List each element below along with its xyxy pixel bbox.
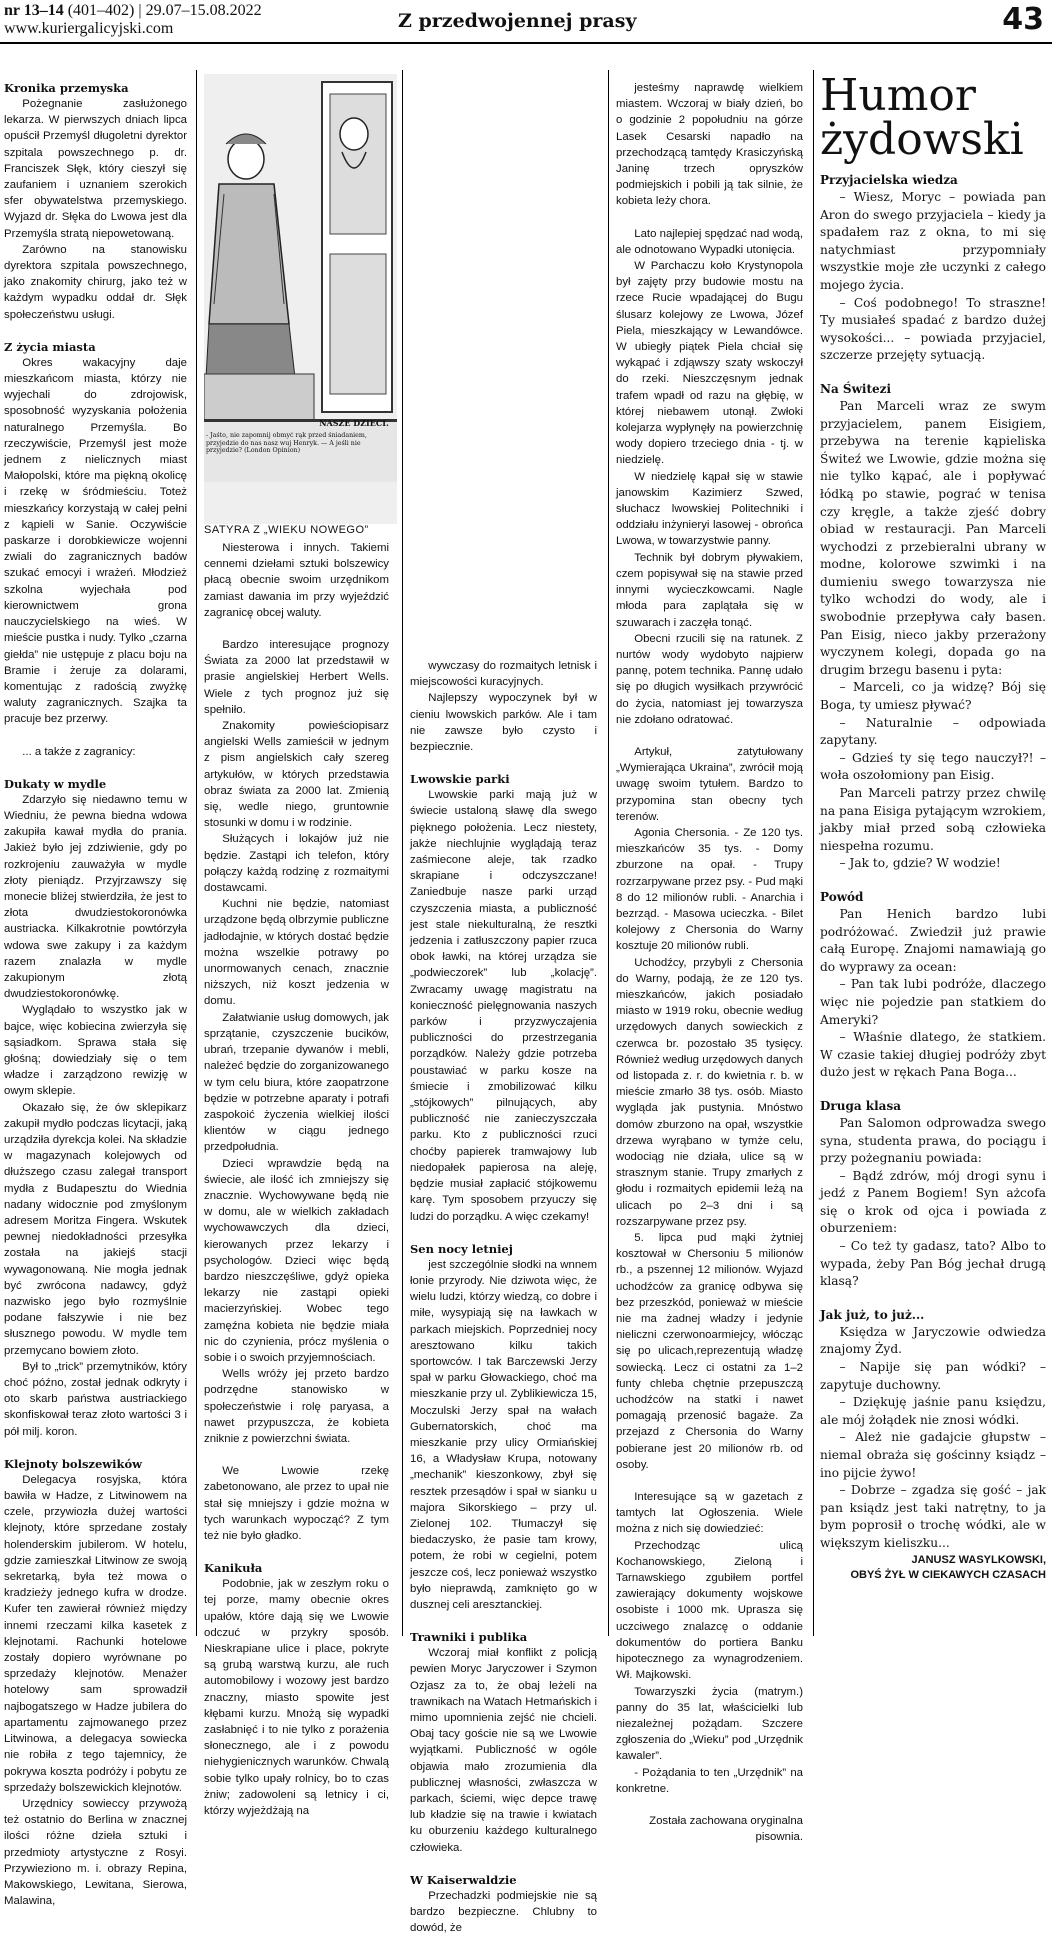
paragraph: Okazało się, że ów sklepikarz zakupił mydło podczas licytacji, jaką urządziła dyrekcja kolei. Na składzie w magazynach kolejowych od dłuższego czasu zalegał transport mydła z Budapesztu do Wiednia nadany widocznie pod zmyślonym adresem Moritza Fingera. Wskutek pewnej niedokładności przesyłka została na jakiejś stacji wywagonowaną. Nie mogła jednak być zwrócona nadawcy, gdyż nazwisko jego było rozmyślnie podane fałszywie i nie bez słusznego powodu. W mydle tem przemycano bowiem złoto.: [4, 1101, 187, 1357]
paragraph: Artykuł, zatytułowany „Wymierająca Ukraina”, zwrócił moją uwagę swoim tytułem. Bardzo to przypomina stan obecny tych terenów.: [616, 745, 803, 823]
illustration-drawing: [204, 74, 397, 524]
illustration-heading: NASZE DZIECI.: [319, 418, 389, 428]
paragraph: We Lwowie rzekę zabetonowano, ale przez to upał nie stał się mniejszy i gdzie można w tych warunkach wypocząć? Z tym też nie było gładko.: [204, 1465, 389, 1542]
heading-druga-klasa: Druga klasa: [820, 1098, 901, 1113]
paragraph: – Właśnie dlatego, że statkiem. W czasie takiej długiej podróży zbyt dużo jest w rękach Pana Boga...: [820, 1030, 1046, 1080]
illustration-caption-text: - Jaśto, nie zapomnij obmyć rąk przed śniadaniem, przyjedzie do nas nasz wuj Henryk. — A jeśli nie przyjedzie? (London Opinion): [206, 432, 367, 454]
paragraph: Zdarzyło się niedawno temu w Wiedniu, że pewna biedna wdowa zakupiła kawał mydła do prania. Jakież było jej zdziwienie, gdy po rozkrojeniu zauważyła w mydle złoty pieniądz. Przyjrzawszy się monecie bliżej stwierdziła, że jest to złota dwudziestokoronówka austriacka. Kilkakrotnie powtórzyła wdowa swe zakupy i za każdym razem znalazła w mydle zakupionym złotą dwudziestokoronówkę.: [4, 793, 187, 1001]
paragraph: jest szczególnie słodki na wnnem łonie przyrody. Nie dziwota więc, że wielu ludzi, którzy wiedzą, co dobre i miłe, wysypiają się na ławkach w parkach miejskich. Poprzedniej nocy aresztowano kilku takich sportowców. I tak Barczewski Jerzy spał w parku Głowackiego, choć ma mieszkanie przy ul. Zyblikiewicza 15, Moczulski Jerzy spał na wałach Gubernatorskich, choć ma mieszkanie przy ulicy Ormiańskiej 16, a Władysław Krupa, notowany „mechanik” kieszonkowy, zbył się resztek przesądów i spał w sianku u majora Sikorskiego – przy ul. Zielonej 102. Tłumaczył się biedaczysko, że pasie tam krowy, potem, że robi w cegielni, potem jeszcze coś, lecz ponieważ wszystko było nieprawdą, zamknięto go w dusznej celi aresztanckiej.: [410, 1258, 597, 1611]
column-4: [616, 80, 803, 1845]
paragraph: – Wiesz, Moryc – powiada pan Aron do swego przyjaciela – kiedy ja spadałem raz z okna, to mi się natychmiast przypomniały wszystkie moje złe uczynki z całego mojego życia.: [820, 190, 1046, 292]
site-url: www.kuriergalicyjski.com: [4, 20, 174, 37]
paragraph: Lato najlepiej spędzać nad wodą, ale odnotowano Wypadki utonięcia.: [616, 227, 803, 256]
issue-number: nr 13–14: [4, 2, 64, 19]
column-3: [410, 658, 597, 1936]
paragraph: Pan Salomon odprowadza swego syna, studenta prawa, do pociągu i przy pożegnaniu powiada:: [820, 1115, 1046, 1166]
paragraph: – Naturalnie – odpowiada zapytany.: [820, 715, 1046, 748]
paragraph: W Parchaczu koło Krystynopola był zajęty przy budowie mostu na rzece Rucie wpadającej do Bugu ślusarz kolejowy ze Lwowa, Józef Piela, mieszkający w Lewandówce. W ubiegły piątek Piela chciał się wykąpać i zdjąwszy szaty wskoczył do rzeki. Nieszczęsnym jednak trafem wpadł od razu na głębię, w której niebawem utonął. Zwłoki kolejarza wypłynęły na powierzchnię wody dopiero trzeciego dnia - tj. w niedzielę.: [616, 260, 803, 467]
heading-kaiserwald: W Kaiserwaldzie: [410, 1872, 517, 1887]
paragraph: - Pożądania to ten „Urzędnik” na konkretne.: [616, 1766, 803, 1795]
paragraph: – Ależ nie gadajcie głupstw – niemal obraża się gościnny ksiądz – ino pijcie żywo!: [820, 1430, 1046, 1480]
paragraph: Okres wakacyjny daje mieszkańcom miasta, którzy nie wyjechali do zdrojowisk, sposobność wyzyskania położenia naturalnego Przemyśla. Bo rzeczywiście, Przemyśl jest może jednem z nielicznych miast Małopolski, które ma piękną okolicę i rzekę w śródmieściu. Toteż mieszkańcy korzystają w całej pełni z kąpieli w Sanie. Oczywiście paskarze i dorobkiewicze wojenni zwiali do zagranicznych badów szukać emocyi i wrażeń. Młodzież szkolna wyjechała pod kierownictwem grona nauczycielskiego na wieś. W mieście pustka i nudy. Tylko „czarna giełda” nie ustępuje z placu boju na Bramie i żeruje za dolarami, komentując z radością zwyżkę waluty zagranicznych. Szajka ta pracuje bez przerwy.: [4, 356, 187, 726]
column-divider: [813, 70, 814, 1636]
paragraph: jesteśmy naprawdę wielkiem miastem. Wczoraj w biały dzień, bo o godzinie 2 popołudniu na górze Lasek Cesarski napadło na przechodzącą tamtędy Krasiczyńską Janinę trzech opryszków podmiejskich i pobili ją tak silnie, że kobieta leży chora.: [616, 82, 803, 208]
paragraph: – Gdzieś ty się tego nauczył?! – woła oszołomiony pan Eisig.: [820, 750, 1046, 783]
paragraph: wywczasy do rozmaitych letnisk i miejscowości kuracyjnych.: [410, 660, 597, 689]
paragraph: – Dziękuję jaśnie panu księdzu, ale mój żołądek nie znosi wódki.: [820, 1395, 1046, 1427]
paragraph: Pożegnanie zasłużonego lekarza. W pierwszych dniach lipca opuścił Przemyśl długoletni dyrektor szpitala powszechnego p. dr. Franciszek Słęk, który cieszył się zaufaniem i uznaniem szerokich sfer obywatelstwa przemyskiego. Wyjazd dr. Słęka do Lwowa jest dla Przemyśla stratą niepowetowaną.: [4, 98, 187, 240]
paragraph: Niesterowa i innych. Takiemi cennemi dziełami sztuki bolszewicy płacą obecnie swoim urzędnikom zamiast dawania im przy wyjeździć zagranicę obcej waluty.: [204, 542, 389, 619]
column-humor: [820, 72, 1046, 1583]
paragraph: – Co też ty gadasz, tato? Albo to wypada, żeby Pan Bóg jechał drugą klasą?: [820, 1239, 1046, 1289]
paragraph: – Marceli, co ja widzę? Bój się Boga, ty umiesz pływać?: [820, 680, 1046, 713]
paragraph: Urzędnicy sowieccy przywożą też ostatnio do Berlina w znacznej ilości różne dzieła sztuki i przedmioty artystyczne z Rosyi. Przywieziono m. i. obrazy Repina, Makowskiego, Lewitana, Sierowa, Malawina,: [4, 1797, 187, 1908]
heading-dukaty: Dukaty w mydle: [4, 776, 107, 791]
column-divider: [196, 70, 197, 1636]
paragraph: Obecni rzucili się na ratunek. Z nurtów wody wydobyto najpierw pannę, potem technika. Pannę udało się po długich wysiłkach przywrócić do życia, natomiast jej towarzysza nie zdołano odratować.: [616, 632, 803, 726]
paragraph: Wyglądało to wszystko jak w bajce, więc kobiecina zwierzyła się sąsiadkom. Sprawa stała się głośną; dowiedziały się o tem władze i zarządzono rewizję w owym sklepie.: [4, 1004, 187, 1098]
paragraph: – Napije się pan wódki? – zapytuje duchowny.: [820, 1360, 1046, 1392]
paragraph: Interesujące są w gazetach z tamtych lat Ogłoszenia. Wiele można z nich się dowiedzieć:: [616, 1491, 803, 1536]
paragraph: Technik był dobrym pływakiem, czem popisywał się na stawie przed innymi wycieczkowcami. Nagle młoda para zaplątała się w szuwarach i zaczęła tonąć.: [616, 551, 803, 629]
paragraph: Zarówno na stanowisku dyrektora szpitala powszechnego, jako znakomity chirurg, jako też w każdym wypadku oddał dr. Słęk społeczeństwu usługi.: [4, 243, 187, 321]
issue-info: [4, 2, 262, 38]
heading-switez: Na Świtezi: [820, 381, 892, 396]
author-credit: JANUSZ WASYLKOWSKI, OBYŚ ŻYŁ W CIEKAWYCH CZASACH: [850, 1553, 1046, 1581]
spelling-note: Została zachowana oryginalna pisownia.: [649, 1814, 803, 1844]
paragraph: ... a także z zagranicy:: [22, 745, 136, 758]
column-2: [204, 540, 389, 1819]
heading-lwowskie-parki: Lwowskie parki: [410, 772, 510, 787]
paragraph: Służących i lokajów już nie będzie. Zastąpi ich telefon, który połączy każdą rodzinę z rozmaitymi dostawcami.: [204, 833, 389, 895]
paragraph: Przechadzki podmiejskie nie są bardzo bezpieczne. Chlubny to dowód, że: [410, 1889, 597, 1935]
paragraph: – Jak to, gdzie? W wodzie!: [839, 856, 1001, 871]
paragraph: Załatwianie usług domowych, jak sprzątanie, czyszczenie bucików, ubrań, trzepanie dywanów i mebli, należeć będzie do zorganizowanego w tym celu biura, które zaopatrzone będzie w potrzebne aparaty i potrafi zaspokoić życzenia wielkiej ilości klientów w ciągu jednego przedpołudnia.: [204, 1011, 389, 1154]
paragraph: – Bądź zdrów, mój drogi synu i jedź z Panem Bogiem! Syn ażcofa się o krok od ojca i powiada z oburzeniem:: [820, 1168, 1046, 1236]
column-1: [4, 80, 187, 1909]
paragraph: Kuchni nie będzie, natomiast urządzone będą olbrzymie publiczne jadłodajnie, w których dostać będzie można wszelkie potrawy po unormowanych cenach, znacznie niższych, niż koszt jedzenia w domu.: [204, 898, 389, 1008]
issue-dates: (401–402) | 29.07–15.08.2022: [67, 2, 262, 19]
paragraph: Wczoraj miał konflikt z policją pewien Moryc Jaryczower i Szymon Ozjasz za to, że obaj leżeli na trawnikach na Watach Hetmańskich i mimo upomnienia zejść nie chcieli. Obaj tacy goście nie są we Lwowie wyjątkami. Publiczność w ogóle objawia mało zrozumienia dla publicznej własności, zwłaszcza w parkach, ściemi, więc depce trawę lub kładzie się na trawie i kwiatach ku oburzeniu każdego kulturalnego człowieka.: [410, 1647, 597, 1854]
header-rule: [0, 42, 1052, 44]
paragraph: Bardzo interesujące prognozy Świata za 2000 lat przedstawił w prasie angielskiej Herbert Wells. Wiele z tych prognoz już się spełniło.: [204, 639, 389, 716]
paragraph: Lwowskie parki mają już w świecie ustaloną sławę dla swego pięknego położenia. Lecz niestety, jakże niechlujnie wyglądają teraz zaśmiecone aleje, tak rzadko skrapiane i odczyszczane! Zaniedbuje naszе parki urząd czyszczenia miasta, a publiczność jest stale niekulturalną, że resztki jedzenia i zatłuszczony papier rzuca obok ławki, na której urządza sie „podwieczorek” lub „kolację”. Zwracamy uwagę magistratu na konieczność pielęgnowania naszych parków i przyzwyczajenia publiczności do przestrzegania porządków. Należy gdzie potrzeba poustawiać w parku kosze na śmiecie i zmobilizować kilku „stójkowych” pilnujących, aby publiczność nie zanieczyszczała parku. Kto z publiczności rzuci choćby papierek tramwajowy lub niedopałek papierosa na aleję, będzie musiał zapłacić stójkowemu karę. Tym sposobem przyuczy się ludzi do porządku. A więc czekamy!: [410, 789, 597, 1223]
paragraph: W niedzielę kąpał się w stawie janowskim Kazimierz Szwed, słuchacz lwowskiej Politechniki i oddziału inżynieryi lasowej - obrońca Lwowa, w towarzystwie panny.: [616, 470, 803, 548]
paragraph: Delegacya rosyjska, która bawiła w Hadze, z Litwinowem na czele, przywiozła dużej wartości klejnoty, które sprzedane zostały holenderskim jubilerom. W hotelu, gdzie zamieszkał Litwinow ze swoją sekretarką, była też mowa o kradzieży jednego kufra w drodze. Kufer ten zawierał również między innemi rzeczami kilka kasetek z klejnotami. Rachunki hotelowe zostały dopiero wyrównane po sprzedaży klejnotów. Menażer hotelowy sam sprowadził najbogatszego w Hadze jubilera do apartamentu zajmowanego przez Litwinowa, a delegacya sowiecka nie robiła z tego tajemnicy, że pokrywa koszta podróży i pobytu ze sprzedaży bolszewickich klejnotów.: [4, 1473, 187, 1794]
column-divider: [402, 70, 403, 1636]
paragraph: Towarzyszki życia (matrym.) panny do 35 lat, właścicielki lub niezależnej pożądam. Szczere zgłoszenia do „Wieku” pod „Urzędnik kawaler”.: [616, 1685, 803, 1763]
paragraph: 5. lipca pud mąki żytniej kosztował w Chersoniu 5 milionów rb., a pszennej 12 milionów. Wyjazd uchodźców za granicę odbywa się bez przeszkód, ponieważ w mieście nie ma żadnej władzy i jedynie nieliczni czerwonoarmiejcy, włócząc się po ulicach,reprezentują władzę sowiecką. Lecz ci ostatni za 1–2 funty chleba chętnie przepuszczą uchodźców na statki i nawet pomagają przenosić bagaże. Za przejazd z Chersonia do Warny pobierane jest 20 milionów rb. od osoby.: [616, 1232, 803, 1471]
paragraph: – Pan tak lubi podróże, dlaczego więc nie pojedzie pan statkiem do Ameryki?: [820, 977, 1046, 1027]
heading-powod: Powód: [820, 889, 864, 904]
heading-kronika: Kronika przemyska: [4, 81, 129, 95]
paragraph: Przechodząc ulicą Kochanowskiego, Zieloną i Tarnawskiego zgubiłem portfel zawierający dokumenty wojskowe osobiste i 1000 mk. Uprasza się uczciwego znalazcę o oddanie dokumentów do portiera Banku hipotecznego za wynagrodzeniem. Wł. Majkowski.: [616, 1539, 803, 1682]
heading-jak-juz: Jak już, to już...: [820, 1307, 925, 1322]
page-number: 43: [1002, 2, 1044, 37]
heading-przyjacielska: Przyjacielska wiedza: [820, 173, 958, 187]
paragraph: Pan Marceli wraz ze swym przyjacielem, panem Eisigiem, przebywa na terenie kąpieliska Świteź we Lwowie, gdzie można się nie tylko kąpać, ale i popływać łódką po stawie, pograć w tenisa czy kręgle, a także zjeść dobry obiad w restauracji. Pan Marceli wychodzi z przebieralni ubrany w modne, kolorowe szwimki i na dumieniu swego towarzysza nie tylko wchodzi do wody, ale i swobodnie przepływa cały basen. Pan Eisig, nieco jakby przerażony wyczynem kolegi, dopada go na drugim brzegu basenu i pyta:: [820, 398, 1046, 677]
paragraph: Był to „trick” przemytników, który choć późno, został jednak odkryty i oto skarb państwa austriackiego skonfiskował teraz złoto wartości 3 i pół milj. koron.: [4, 1360, 187, 1438]
column-divider: [608, 70, 609, 1636]
paragraph: Uchodźcy, przybyli z Chersonia do Warny, podają, że ze 120 tys. mieszkańców, jakich posiadało miasto w 1919 roku, obecnie według urzędowych danych sowieckich z czerwca br. pozostało 35 tysięcy. Również według urzędowych danych od listopada z. r. do kwietnia r. b. w mieście zmarło 38 tys. osób. Miasto wygląda jak pustynia. Mnóstwo domów zburzono na opał, wszystkie drzewa wyrąbano w tymże celu, wodociąg nie działa, ulice są w strasznym stanie. Trupy zmarłych z głodu i rozmaitych epidemii leżą na ulicach po 2–3 dni i są rozszarpywane przez psy.: [616, 956, 803, 1228]
humor-title: Humor żydowski: [820, 70, 1024, 165]
heading-sen-nocy: Sen nocy letniej: [410, 1241, 513, 1256]
page-header: [0, 0, 1052, 44]
paragraph: – Dobrze – zgadza się gość – jak pan ksiądz jest taki natrętny, to ja bym poprosił o trochę wódki, ale w większym kieliszku...: [820, 1483, 1046, 1550]
paragraph: Wells wróży jej przeto bardzo podrzędne stanowisko w społeczeństwie i rolę paryasa, a nawet przypuszcza, że kobieta zniknie z powierzchni świata.: [204, 1368, 389, 1445]
paragraph: Pan Henich bardzo lubi podróżować. Zwiedził już prawie całą Europę. Znajomi namawiają go do wyprawy za ocean:: [820, 906, 1046, 974]
heading-trawniki: Trawniki i publika: [410, 1630, 528, 1645]
paragraph: Podobnie, jak w zeszłym roku o tej porze, mamy obecnie okres upałów, które dają się we Lwowie odczuć w przykry sposób. Nieskrapiane ulice i place, pokryte są grubą warstwą kurzu, ale ruch automobilowy i wozowy jest bardzo znaczny, miasto spowite jest kłębami kurzu. Mnożą się wypadki zasłabnięć i to nie tylko z porażenia słonecznego, ale i z powodu niehygienicznych warunków. Chwalą sobie tylko upały rolnicy, bo to czas żniw; zadowoleni są letnicy i ci, którzy wyjeżdżają na: [204, 1578, 389, 1818]
paragraph: Księdza w Jaryczowie odwiedza znajomy Żyd.: [820, 1324, 1046, 1357]
paragraph: – Coś podobnego! To straszne! Ty musiałeś spadać z bardzo dużej wysokości... – powiada przyjaciel, szczerze przejęty sytuacją.: [820, 295, 1046, 363]
paragraph: Najlepszy wypoczynek był w cieniu lwowskich parków. Ale i tam nie zawsze było czysto i bezpiecznie.: [410, 692, 597, 754]
satire-illustration: [204, 74, 397, 524]
heading-kanikula: Kanikuła: [204, 1561, 263, 1576]
paragraph: Pan Marceli patrzy przez chwilę na pana Eisiga pytającym wzrokiem, jakby miał przed sobą człowieka niespełna rozumu.: [820, 786, 1046, 853]
heading-klejnoty: Klejnoty bolszewików: [4, 1456, 143, 1471]
section-title: Z przedwojennej prasy: [398, 10, 637, 32]
heading-z-zycia-miasta: Z życia miasta: [4, 339, 96, 354]
illustration-caption: SATYRA Z „WIEKU NOWEGO”: [204, 524, 369, 536]
paragraph: Znakomity powieściopisarz angielski Wells zamieścił w jednym z pism angielskich cały szereg artykułów, w których przedstawia obraz świata za 2000 lat. Zmienią się, wedle niego, gruntownie stosunki w domu i w rodzinie.: [204, 720, 389, 830]
paragraph: Dzieci wprawdzie będą na świecie, ale ilość ich zmniejszy się znacznie. Wychowywane będą nie w domu, ale w wielkich zakładach wychowawczych dla dzieci, kierowanych przez lekarzy i psychologów. Dzieci więc będą bardzo nieszczęśliwe, gdyż opieka lekarzy nie zastąpi opieki macierzyńskiej. Wobec tego zamęźna kobieta nie będzie miała nic do czynienia, prócz myślenia o sobie i o swoich przyjemnościach.: [204, 1157, 389, 1364]
paragraph: Agonia Chersonia. - Ze 120 tys. mieszkańców 35 tys. - Domy zburzone na opał. - Trupy rozrzarpywane przez psy. - Pud mąki 8 do 12 milionów rubli. - Anarchia i bezrząd. - Masowa ucieczka. - Bilet kolejowy z Chersonia do Warny kosztuje 20 milionów rubli.: [616, 826, 803, 953]
